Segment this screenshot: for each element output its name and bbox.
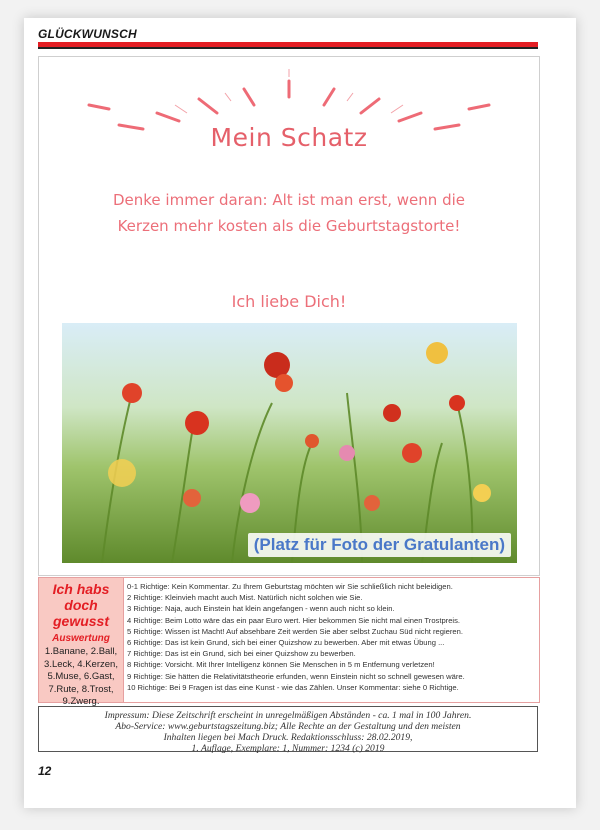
ray <box>89 105 109 109</box>
ray-thin <box>391 105 403 113</box>
flower <box>264 352 290 378</box>
quiz-answer-list <box>39 646 123 709</box>
flower <box>275 374 293 392</box>
photo-caption: (Platz für Foto der Gratulanten) <box>248 533 511 557</box>
photo-illustration <box>62 323 517 563</box>
flower <box>426 342 448 364</box>
ray <box>199 99 217 113</box>
score-row: 0-1 Richtige: Kein Kommentar. Zu Ihrem Geburtstag möchten wir Sie schließlich nicht beleidigen. <box>127 582 453 591</box>
ray <box>361 99 379 113</box>
answer-line: 5.Muse, 6.Gast, <box>47 671 115 682</box>
flower <box>185 411 209 435</box>
answer-line: 7.Rute, 8.Trost, <box>48 683 114 695</box>
flower <box>364 495 380 511</box>
impressum-line: Abo-Service: www.geburtstagszeitung.biz; Alle Rechte an der Gestaltung und den meisten <box>115 721 461 732</box>
love-line: Ich liebe Dich! <box>231 292 347 311</box>
ray <box>157 113 179 121</box>
impressum-line: Inhalten liegen bei Mach Druck. Redaktionsschluss: 28.02.2019, <box>163 732 413 743</box>
section-label: GLÜCKWUNSCH <box>38 27 137 41</box>
quiz-score-list <box>127 581 535 693</box>
ray <box>469 105 489 109</box>
card-message <box>39 187 539 239</box>
impressum-line: 1. Auflage, Exemplare: 1, Nummer: 1234 (c) 2019 <box>191 743 385 754</box>
quiz-heading-line: Ich habs doch <box>52 581 110 613</box>
quiz-answer-panel <box>39 578 124 707</box>
impressum-line: Impressum: Diese Zeitschrift erscheint in unregelmäßigen Abständen - ca. 1 mal in 100 Jahren. <box>104 710 472 721</box>
flower-photo <box>62 323 517 563</box>
score-row: 7 Richtige: Das ist ein Grund, sich bei einer Quizshow zu bewerben. <box>127 649 356 659</box>
greeting-card <box>38 56 540 576</box>
flower <box>449 395 465 411</box>
flower <box>108 459 136 487</box>
score-row: 6 Richtige: Das ist kein Grund, sich bei einer Quizshow zu bewerben. Aber mit etwas Übung ... <box>127 638 445 648</box>
flower <box>383 404 401 422</box>
flower <box>122 383 142 403</box>
answer-line: 3.Leck, 4.Kerzen, <box>44 658 118 670</box>
impressum-box <box>38 706 538 752</box>
ray-thin <box>347 93 353 101</box>
ray <box>244 89 254 105</box>
quiz-subheading: Auswertung <box>52 633 110 644</box>
ray-thin <box>225 93 231 101</box>
flower <box>473 484 491 502</box>
flower <box>402 443 422 463</box>
score-row: 2 Richtige: Kleinvieh macht auch Mist. Natürlich nicht solchen wie Sie. <box>127 593 363 603</box>
message-line: Kerzen mehr kosten als die Geburtstagstorte! <box>117 217 461 235</box>
answer-line: 9.Zwerg. <box>62 696 100 707</box>
card-title: Mein Schatz <box>210 123 368 152</box>
score-row: 9 Richtige: Sie hätten die Relativitätstheorie erfunden, wenn Einstein nicht so schnell gewesen wäre. <box>127 671 465 681</box>
score-row: 3 Richtige: Naja, auch Einstein hat klein angefangen - wenn auch nicht so klein. <box>127 604 395 614</box>
header-rule <box>38 42 538 49</box>
score-row: 4 Richtige: Beim Lotto wäre das ein paar Euro wert. Hier bekommen Sie nicht mal einen Trostpreis. <box>127 615 461 625</box>
flower <box>339 445 355 461</box>
quiz-heading <box>39 581 123 629</box>
flower <box>305 434 319 448</box>
score-row: 10 Richtige: Bei 9 Fragen ist das eine Kunst - wie das Zählen. Unser Kommentar: siehe 0 Richtige. <box>127 682 459 692</box>
flower <box>240 493 260 513</box>
message-line: Denke immer daran: Alt ist man erst, wenn die <box>112 191 465 209</box>
answer-line: 1.Banane, 2.Ball, <box>44 646 118 657</box>
score-row: 5 Richtige: Wissen ist Macht! Auf absehbare Zeit werden Sie aber selbst Zuchau Süd nicht regieren. <box>127 626 463 636</box>
score-row: 8 Richtige: Vorsicht. Mit Ihrer Intelligenz können Sie Menschen in 5 m Entfernung verletzen! <box>127 660 435 670</box>
ray <box>399 113 421 121</box>
quiz-heading-line: gewusst <box>52 613 109 629</box>
flower <box>183 489 201 507</box>
quiz-evaluation <box>38 577 540 707</box>
ray <box>324 89 334 105</box>
page-number: 12 <box>38 764 52 778</box>
ray-thin <box>175 105 187 113</box>
